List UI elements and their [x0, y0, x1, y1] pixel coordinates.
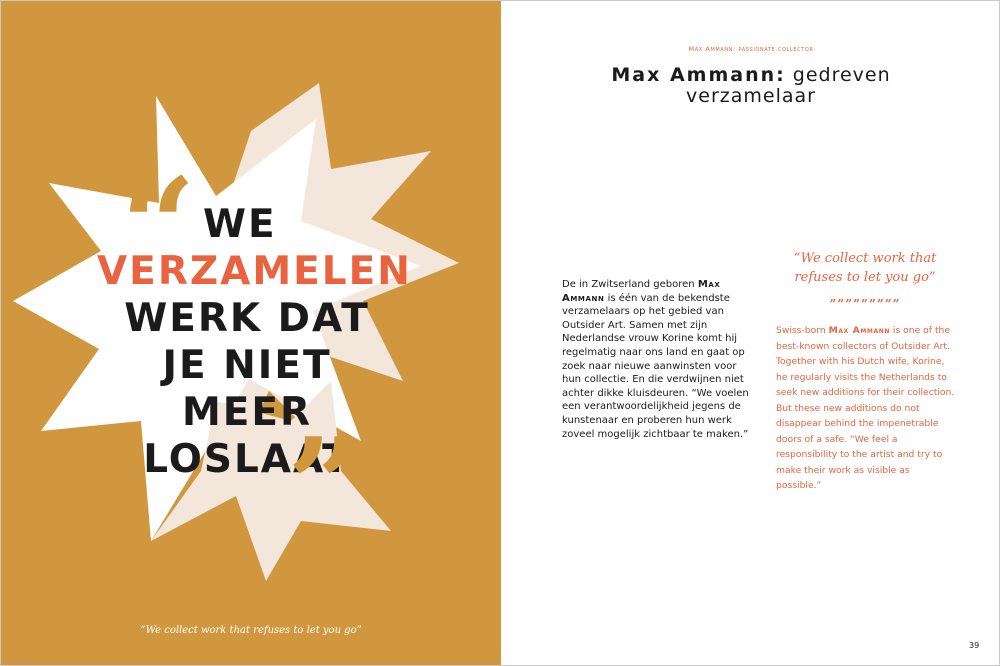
- close-quote-mark: ”: [287, 409, 348, 562]
- big-quote: [97, 201, 412, 483]
- big-quote-line-2: VERZAMELEN: [97, 249, 412, 294]
- pull-quote: “We collect work that refuses to let you go”: [793, 251, 937, 285]
- kicker: Max Ammann: passionate collector: [688, 45, 814, 53]
- open-quote-mark: “: [121, 149, 182, 302]
- nl-text: is één van de bekendste verzamelaars op het gebied van Outsider Art. Samen met zijn Nederlandse vrouw Korine komt hij regelmatig naar ons land en gaat op zoek naar nieuwe aanwinsten voor hun collectie. En die verdwijnen niet achter dikke kluisdeuren. “We voelen een verantwoordelijkheid jegens de kunstenaar en proberen hun werk zoveel mogelijk zichtbaar te maken.”: [562, 292, 749, 440]
- right-page: [501, 1, 1000, 666]
- en-name: Max Ammann: [828, 325, 890, 336]
- left-page: [1, 1, 501, 666]
- nl-prefix: De in Zwitserland geboren: [562, 279, 698, 290]
- english-body-text: [776, 323, 956, 494]
- en-text: is one of the best-known collectors of Outsider Art. Together with his Dutch wife, Korine, he regularly visits the Netherlands to seek new additions for their collection. But these new additions do not disappear behind the impenetrable doors of a safe. “We feel a responsibility to the artist and try to make their work as visible as possible.”: [776, 325, 955, 491]
- page-number: 39: [969, 641, 980, 650]
- dutch-body-text: [562, 278, 757, 441]
- big-quote-line-4: JE NIET MEER: [162, 343, 332, 435]
- nl-name: Max Ammann: [562, 279, 721, 304]
- title-rest-1: gedreven: [785, 64, 891, 86]
- title-name: Max Ammann:: [611, 64, 786, 86]
- title-rest-2: verzamelaar: [686, 85, 816, 107]
- pull-quote-marks: ”””””””””: [829, 297, 901, 311]
- left-caption: “We collect work that refuses to let you go”: [140, 625, 362, 636]
- big-quote-line-3: WERK DAT: [124, 296, 370, 341]
- en-prefix: Swiss-born: [776, 325, 829, 336]
- big-quote-line-5: LOSLAAT: [143, 437, 351, 482]
- big-quote-line-1: WE: [203, 202, 277, 247]
- page-title: [501, 65, 1000, 107]
